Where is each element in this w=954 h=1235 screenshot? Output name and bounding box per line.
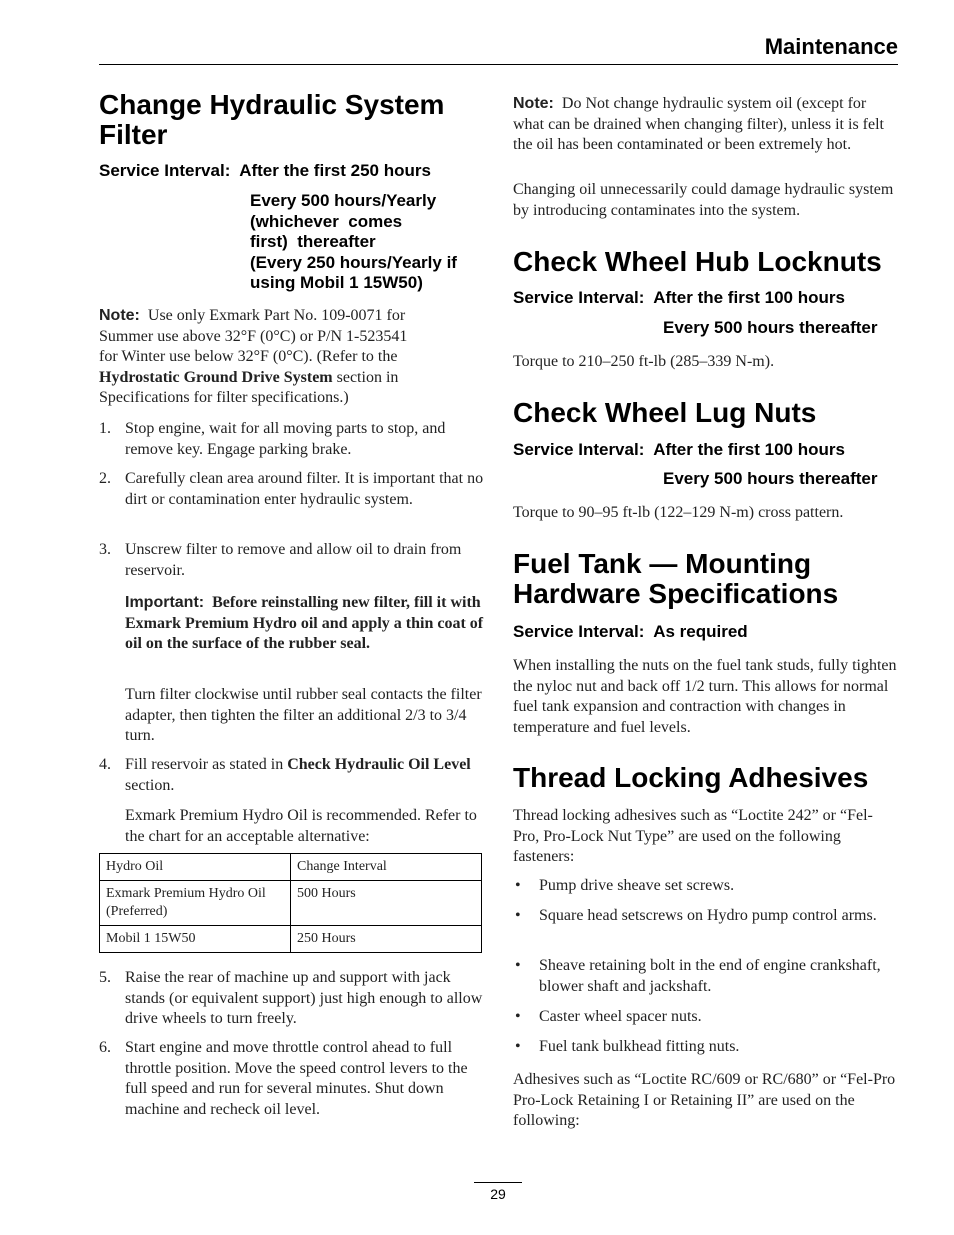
- note-text: Use only Exmark Part No. 109-0071 for: [147, 307, 406, 324]
- list-number: 4.: [99, 756, 111, 773]
- table-cell: Mobil 1 15W50: [100, 926, 291, 953]
- note-text: for Winter use below 32°F (0°C). (Refer to the: [99, 348, 398, 365]
- note-paragraph: [513, 94, 901, 156]
- list-text: [125, 755, 487, 796]
- service-interval-first: After the first 100 hours: [653, 440, 845, 459]
- note-text: Specifications for filter specifications.): [99, 389, 349, 406]
- lug-torque-text: Torque to 90–95 ft-lb (122–129 N-m) cross pattern.: [513, 504, 844, 521]
- section-title-hydraulic-filter: Change Hydraulic System Filter: [99, 89, 445, 150]
- list-text: Unscrew filter to remove and allow oil to drain from reservoir.: [125, 541, 462, 579]
- service-interval-first: After the first 100 hours: [653, 288, 845, 307]
- note-bold-ref: Hydrostatic Ground Drive System: [99, 368, 333, 386]
- changing-oil-paragraph: Changing oil unnecessarily could damage hydraulic system by introducing contaminates into the system.: [513, 181, 894, 219]
- hydro-oil-table: [99, 853, 482, 953]
- list-text: Pump drive sheave set screws.: [539, 877, 735, 894]
- list-number: 6.: [99, 1039, 111, 1056]
- service-interval-row: [513, 440, 845, 460]
- step4-text: section.: [125, 776, 175, 794]
- recommend-paragraph: Exmark Premium Hydro Oil is recommended. Refer to the chart for an acceptable alternative:: [125, 807, 477, 845]
- table-header-cell: Change Interval: [291, 854, 482, 881]
- thread-intro-text: Thread locking adhesives such as “Loctite 242” or “Fel-Pro, Pro-Lock Nut Type” are used on the following fasteners:: [513, 807, 873, 865]
- table-cell: Exmark Premium Hydro Oil (Preferred): [100, 881, 291, 926]
- table-row: [100, 926, 482, 953]
- service-interval-label: Service Interval:: [99, 161, 231, 180]
- service-interval-label: Service Interval:: [513, 440, 645, 459]
- turn-filter-paragraph: Turn filter clockwise until rubber seal contacts the filter adapter, then tighten the filter an additional 2/3 to 3/4 turn.: [125, 686, 482, 744]
- list-number: 2.: [99, 470, 111, 487]
- service-interval-line: Every 500 hours/Yearly: [250, 191, 437, 210]
- note-paragraph: [99, 306, 489, 409]
- section-title-hub-locknuts: Check Wheel Hub Locknuts: [513, 246, 882, 277]
- note-label: Note:: [513, 95, 554, 112]
- service-interval-block: [250, 191, 490, 294]
- table-header-row: [100, 854, 482, 881]
- list-number: 1.: [99, 420, 111, 437]
- service-interval-row: [513, 288, 845, 308]
- list-item: [99, 968, 487, 1030]
- footer-rule: [474, 1182, 522, 1183]
- list-text: Sheave retaining bolt in the end of engine crankshaft, blower shaft and jackshaft.: [539, 957, 881, 995]
- service-interval-line: (whichever comes: [250, 211, 403, 231]
- list-item: [99, 1038, 487, 1120]
- bullet-icon: •: [515, 957, 521, 974]
- page-number: 29: [490, 1186, 506, 1202]
- section-title-lug-nuts: Check Wheel Lug Nuts: [513, 397, 817, 428]
- bullet-icon: •: [515, 1038, 521, 1055]
- fuel-title-line: Hardware Specifications: [513, 578, 839, 609]
- list-item: [99, 540, 487, 581]
- list-text: Caster wheel spacer nuts.: [539, 1008, 702, 1025]
- list-text: Stop engine, wait for all moving parts to stop, and remove key. Engage parking brake.: [125, 420, 446, 458]
- list-item: [513, 876, 903, 897]
- bullet-icon: •: [515, 907, 521, 924]
- service-interval-line: (Every 250 hours/Yearly if: [250, 252, 457, 272]
- important-paragraph: [125, 593, 487, 655]
- step4-text: Fill reservoir as stated in: [125, 756, 288, 773]
- list-item: [99, 755, 487, 796]
- service-interval-line: using Mobil 1 15W50): [250, 273, 423, 292]
- list-number: 3.: [99, 541, 111, 558]
- list-number: 5.: [99, 969, 111, 986]
- header-rule: [99, 64, 898, 65]
- table-row: [100, 881, 482, 926]
- list-text: Carefully clean area around filter. It is important that no dirt or contamination enter hydraulic system.: [125, 470, 484, 508]
- service-interval-second: Every 500 hours thereafter: [663, 318, 878, 337]
- note-label: Note:: [99, 307, 140, 324]
- note-text: Do Not change hydraulic system oil (except for what can be drained when changing filter), unless it is felt the oil has been contaminated or been extremely hot.: [513, 95, 884, 153]
- table-cell: 250 Hours: [291, 926, 482, 953]
- list-text: Raise the rear of machine up and support with jack stands (or equivalent support) just high enough to allow drive wheels to turn freely.: [125, 969, 483, 1027]
- note-text: section in: [332, 368, 399, 386]
- important-label: Important:: [125, 594, 205, 611]
- service-interval-line: first) thereafter: [250, 232, 376, 251]
- section-title-fuel-tank: [513, 549, 913, 609]
- section-title-thread-locking: Thread Locking Adhesives: [513, 762, 869, 793]
- thread-outro-text: Adhesives such as “Loctite RC/609 or RC/680” or “Fel-Pro Pro-Lock Retaining I or Retaining II” are used on the following:: [513, 1071, 896, 1129]
- service-interval-first: As required: [653, 622, 748, 641]
- bullet-icon: •: [515, 1008, 521, 1025]
- service-interval-label: Service Interval:: [513, 288, 645, 307]
- bullet-icon: •: [515, 877, 521, 894]
- step4-bold-ref: Check Hydraulic Oil Level: [287, 756, 471, 773]
- note-text: Summer use above 32°F (0°C) or P/N 1-523541: [99, 327, 408, 345]
- list-item: [513, 906, 903, 927]
- service-interval-first: After the first 250 hours: [239, 161, 431, 180]
- service-interval-second: Every 500 hours thereafter: [663, 469, 878, 488]
- list-text: Square head setscrews on Hydro pump control arms.: [539, 907, 877, 924]
- list-item: [513, 1037, 903, 1058]
- fuel-title-line: Fuel Tank — Mounting: [513, 548, 812, 579]
- list-text: Fuel tank bulkhead fitting nuts.: [539, 1038, 740, 1055]
- table-cell: 500 Hours: [291, 881, 482, 926]
- important-text: Before reinstalling new filter, fill it with Exmark Premium Hydro oil and apply a thin coat of oil on the surface of the rubber seal.: [125, 594, 484, 652]
- list-item: [99, 419, 487, 460]
- service-interval-row: [513, 622, 748, 642]
- fuel-tank-text: When installing the nuts on the fuel tank studs, fully tighten the nyloc nut and back off 1/2 turn. This allows for normal fuel tank expansion and contraction with changes in temperature and fuel levels.: [513, 657, 897, 736]
- list-item: [513, 956, 903, 997]
- table-header-cell: Hydro Oil: [100, 854, 291, 881]
- hub-torque-text: Torque to 210–250 ft-lb (285–339 N-m).: [513, 353, 775, 370]
- list-item: [513, 1007, 903, 1028]
- list-text: Start engine and move throttle control ahead to full throttle position. Move the speed control levers to the full speed and run for several minutes. Shut down machine and recheck oil level.: [125, 1039, 468, 1118]
- service-interval-row: [99, 161, 431, 181]
- list-item: [99, 469, 487, 510]
- page-header-title: Maintenance: [764, 34, 898, 59]
- service-interval-label: Service Interval:: [513, 622, 645, 641]
